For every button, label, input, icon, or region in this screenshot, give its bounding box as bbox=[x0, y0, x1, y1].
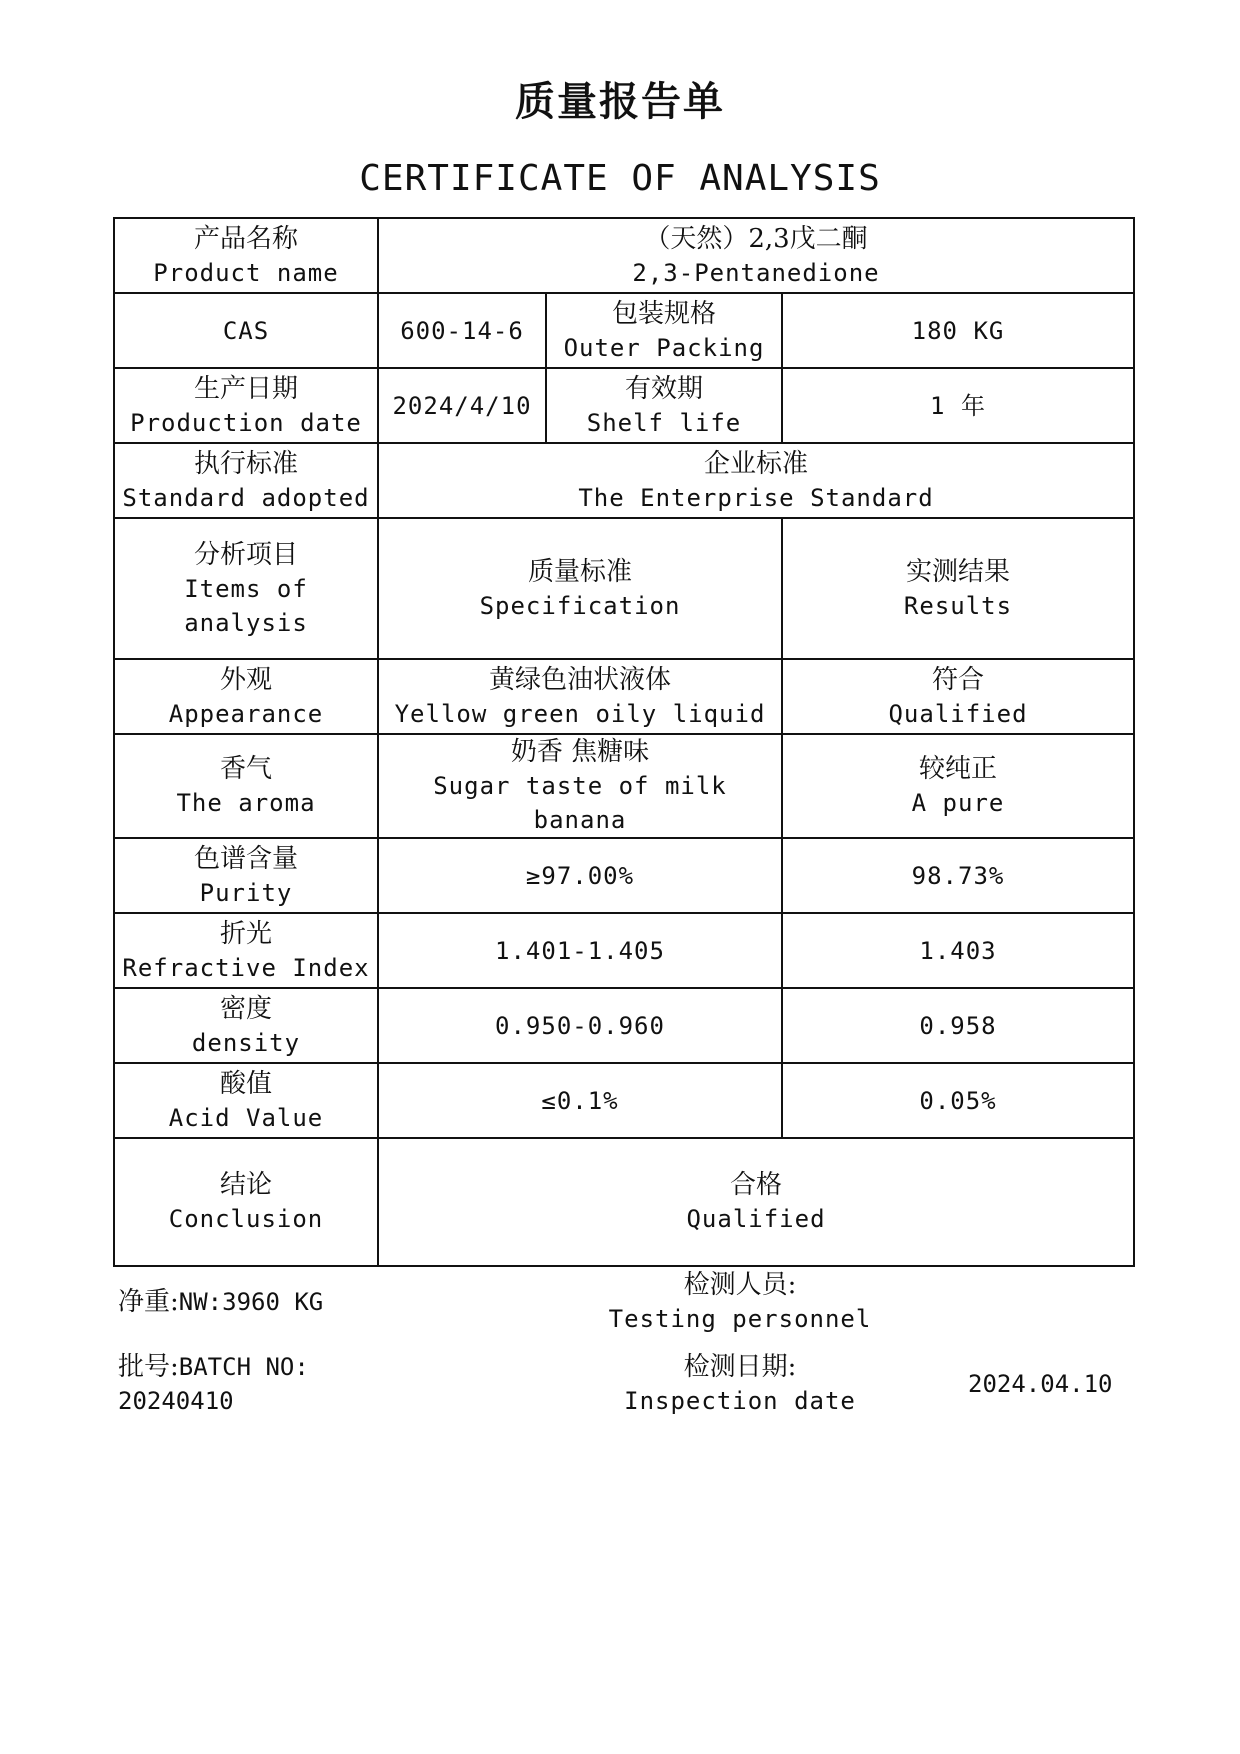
row-cas-packing bbox=[114, 293, 1134, 368]
item-cell: 折光 Refractive Index bbox=[114, 913, 378, 988]
header-results: 实测结果 Results bbox=[782, 518, 1134, 659]
table-row bbox=[114, 913, 1134, 988]
spec-cell: 1.401-1.405 bbox=[378, 913, 782, 988]
spec-cell: 0.950-0.960 bbox=[378, 988, 782, 1063]
table-row bbox=[114, 1063, 1134, 1138]
table-row bbox=[114, 988, 1134, 1063]
conclusion-value: 合格 Qualified bbox=[378, 1138, 1134, 1266]
production-date-label: 生产日期 Production date bbox=[114, 368, 378, 443]
row-standard bbox=[114, 443, 1134, 518]
cas-value: 600-14-6 bbox=[378, 293, 546, 368]
result-cell: 0.05% bbox=[782, 1063, 1134, 1138]
table-row bbox=[114, 659, 1134, 734]
item-cell: 色谱含量 Purity bbox=[114, 838, 378, 913]
product-name-value: （天然）2,3戊二酮 2,3-Pentanedione bbox=[378, 218, 1134, 293]
standard-label: 执行标准 Standard adopted bbox=[114, 443, 378, 518]
batch-value: 20240410 bbox=[118, 1387, 234, 1415]
row-dates bbox=[114, 368, 1134, 443]
outer-packing-value: 180 KG bbox=[782, 293, 1134, 368]
table-row bbox=[114, 838, 1134, 913]
net-weight: 净重:NW:3960 KG bbox=[118, 1287, 324, 1317]
testing-personnel: 检测人员: Testing personnel bbox=[608, 1270, 872, 1333]
result-cell: 0.958 bbox=[782, 988, 1134, 1063]
result-cell: 1.403 bbox=[782, 913, 1134, 988]
title-english: CERTIFICATE OF ANALYSIS bbox=[359, 158, 881, 199]
item-cell: 外观 Appearance bbox=[114, 659, 378, 734]
spec-cell: ≤0.1% bbox=[378, 1063, 782, 1138]
shelf-life-label: 有效期 Shelf life bbox=[546, 368, 782, 443]
shelf-life-value: 1 年 bbox=[782, 368, 1134, 443]
conclusion-label: 结论 Conclusion bbox=[114, 1138, 378, 1266]
result-cell: 98.73% bbox=[782, 838, 1134, 913]
row-product-name bbox=[114, 218, 1134, 293]
outer-packing-label: 包装规格 Outer Packing bbox=[546, 293, 782, 368]
inspection-date-value: 2024.04.10 bbox=[968, 1370, 1113, 1398]
title-chinese: 质量报告单 bbox=[515, 78, 725, 125]
spec-cell: 黄绿色油状液体 Yellow green oily liquid bbox=[378, 659, 782, 734]
spec-cell: ≥97.00% bbox=[378, 838, 782, 913]
item-cell: 酸值 Acid Value bbox=[114, 1063, 378, 1138]
cas-label: CAS bbox=[114, 293, 378, 368]
row-conclusion bbox=[114, 1138, 1134, 1266]
item-cell: 密度 density bbox=[114, 988, 378, 1063]
standard-value: 企业标准 The Enterprise Standard bbox=[378, 443, 1134, 518]
product-name-label: 产品名称 Product name bbox=[114, 218, 378, 293]
row-headers bbox=[114, 518, 1134, 659]
production-date-value: 2024/4/10 bbox=[378, 368, 546, 443]
item-cell: 香气 The aroma bbox=[114, 734, 378, 838]
result-cell: 符合 Qualified bbox=[782, 659, 1134, 734]
inspection-date-label: 检测日期: Inspection date bbox=[624, 1352, 856, 1415]
analysis-table bbox=[113, 217, 1135, 1267]
header-items: 分析项目 Items of analysis bbox=[114, 518, 378, 659]
batch-number: 批号:BATCH NO: 20240410 bbox=[118, 1350, 309, 1418]
result-cell: 较纯正 A pure bbox=[782, 734, 1134, 838]
header-specification: 质量标准 Specification bbox=[378, 518, 782, 659]
table-row bbox=[114, 734, 1134, 838]
spec-cell: 奶香 焦糖味 Sugar taste of milk banana bbox=[378, 734, 782, 838]
